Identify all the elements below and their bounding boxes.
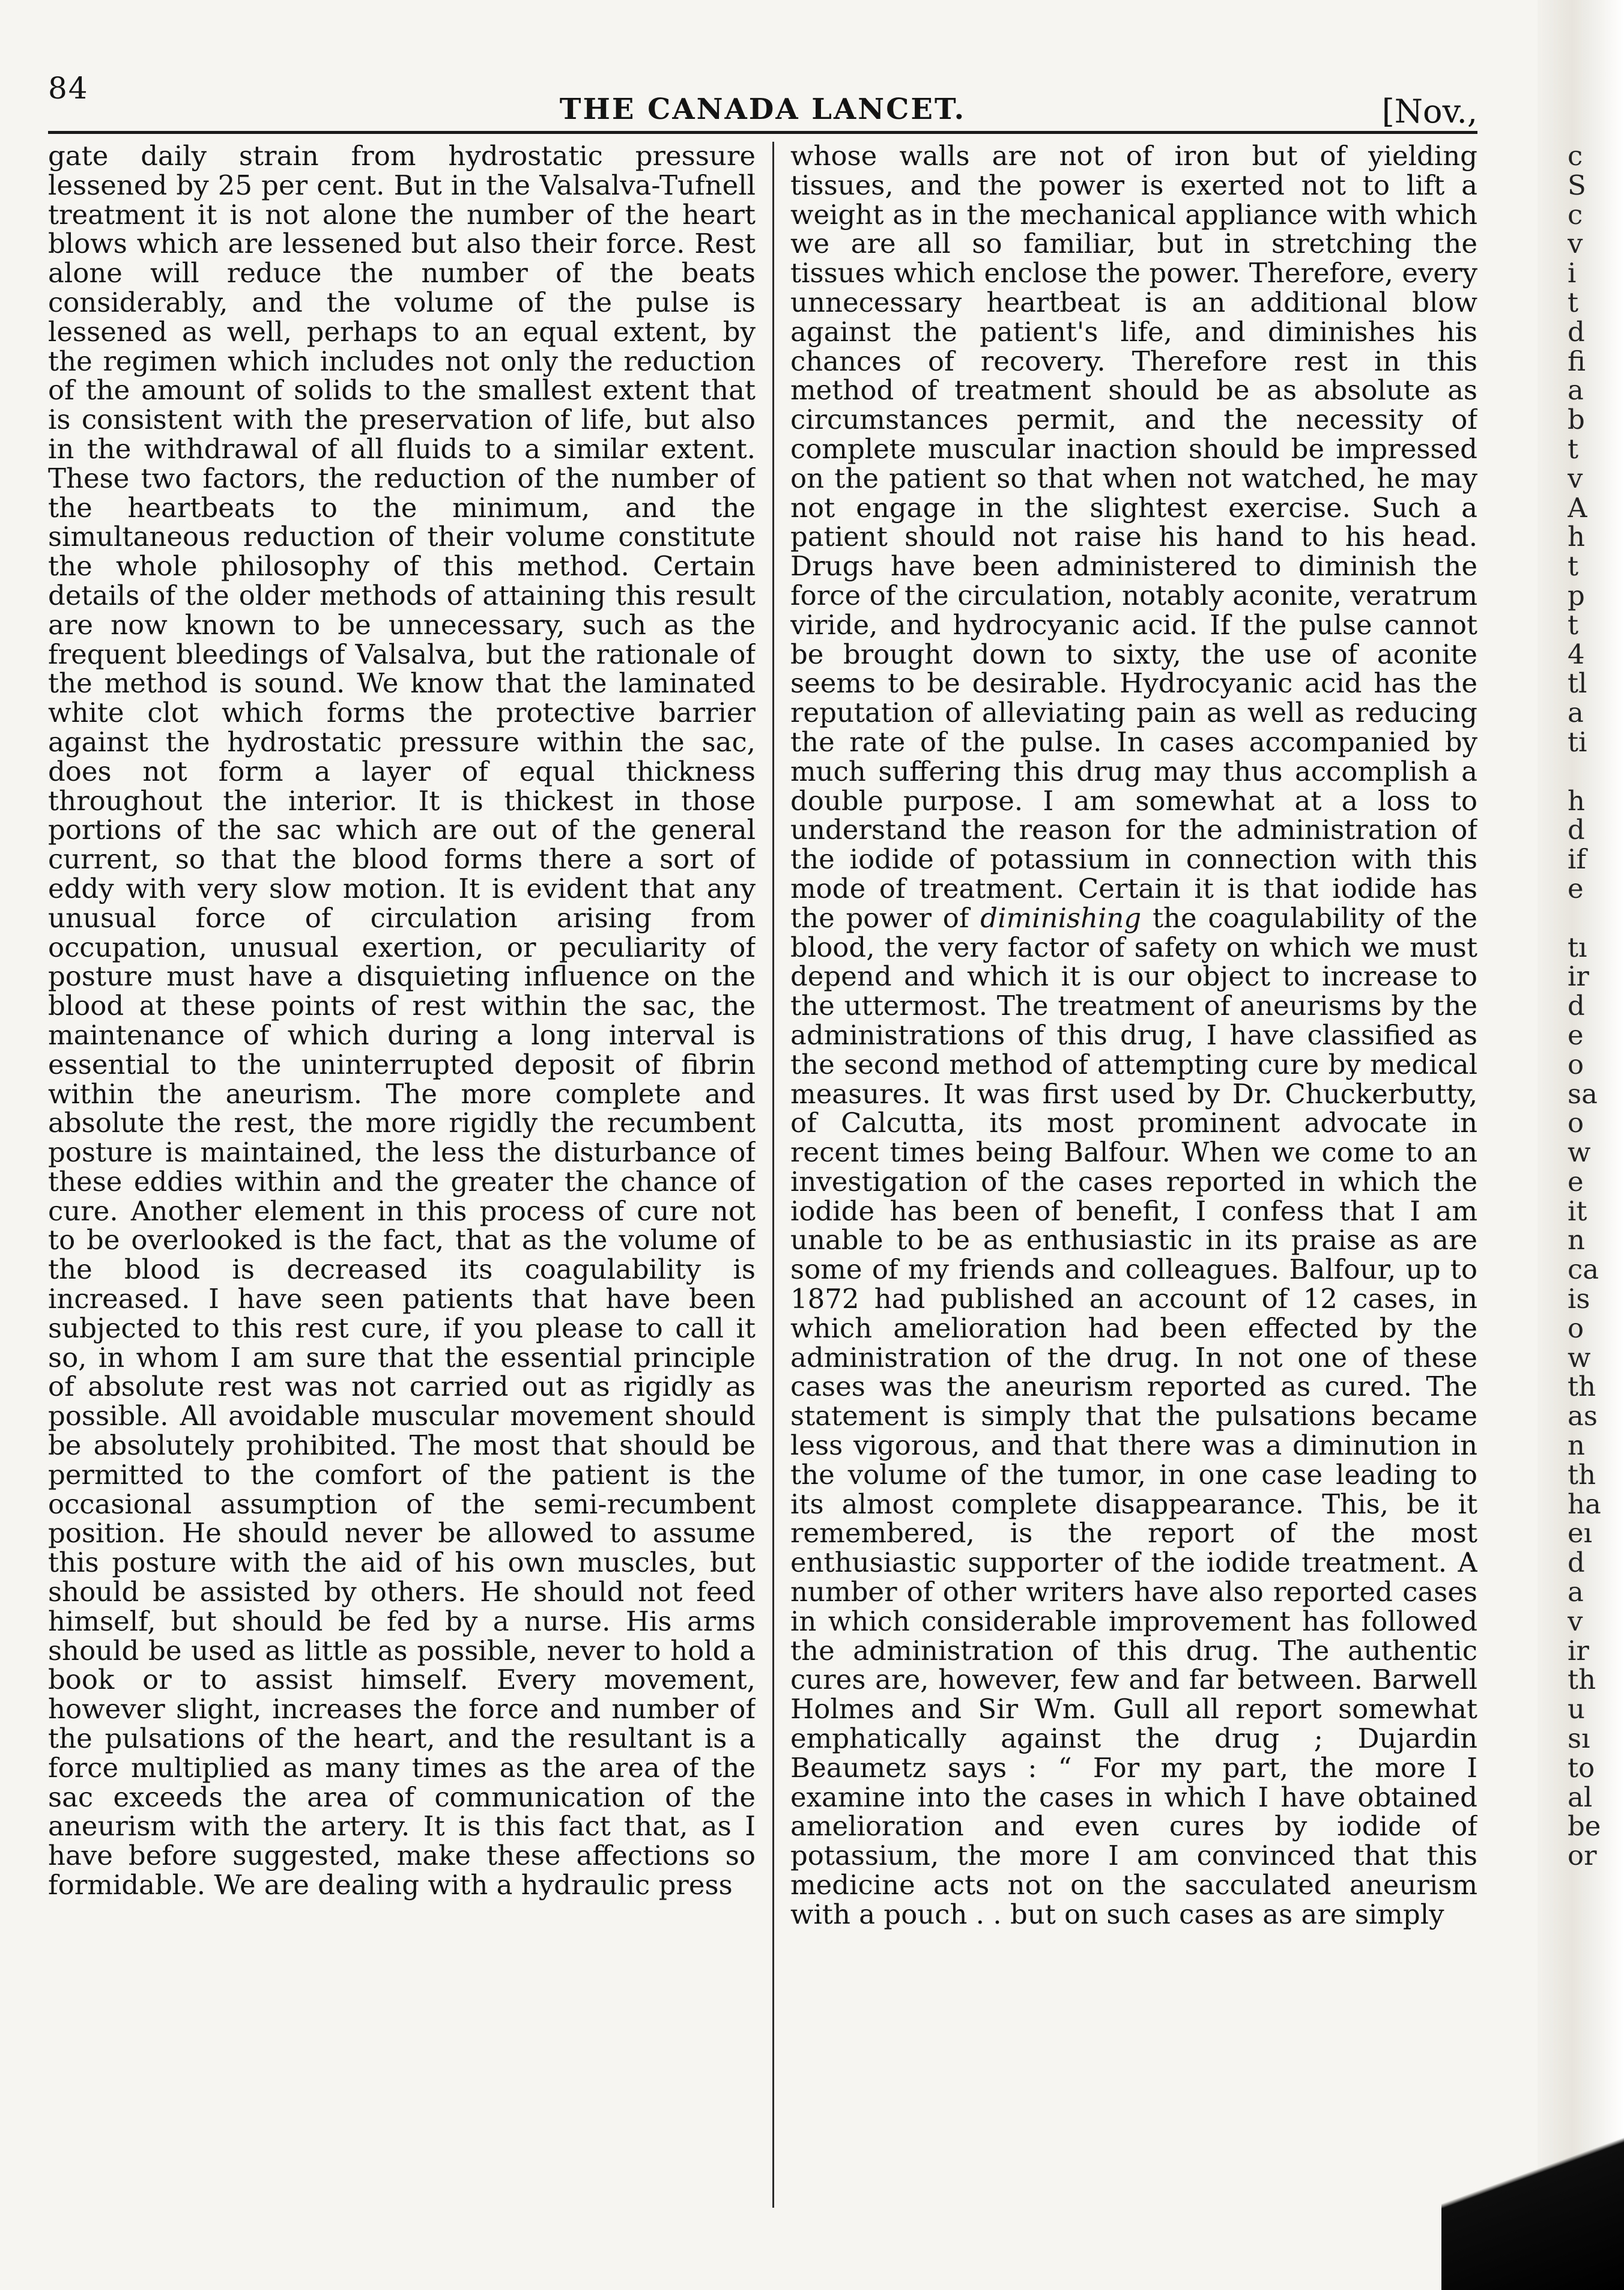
- facing-page-fragment: ir: [1568, 960, 1589, 993]
- facing-page-fragment: to: [1568, 1751, 1595, 1784]
- facing-page-fragment: p: [1568, 579, 1585, 611]
- facing-page-fragment: v: [1568, 462, 1583, 494]
- facing-page-fragment: e: [1568, 1019, 1584, 1051]
- facing-page-fragment: u: [1568, 1693, 1585, 1725]
- facing-page-fragment: or: [1568, 1840, 1597, 1872]
- facing-page-fragment: it: [1568, 1195, 1587, 1227]
- facing-page-fragment: a: [1568, 1576, 1584, 1608]
- facing-page-fragment: v: [1568, 1605, 1583, 1637]
- facing-page-fragment: [1568, 904, 1624, 933]
- facing-page-fragment: be: [1568, 1810, 1601, 1843]
- left-column: [48, 142, 756, 2232]
- facing-page-fragment: sa: [1568, 1077, 1598, 1110]
- right-text-part-2: the coagulability of the blood, the very factor of safety on which we must depend and which it is our object to increase to the uttermost. The treatment of aneurisms by the administrations of this drug, I have classified as the second method of attempting cure by medical measures. It was first used by Dr. Chuckerbutty, of Calcutta, its most prominent advocate in recent times being Balfour. When we come to an investigation of the cases reported in which the iodide has been of benefit, I confess that I am unable to be as enthusiastic in its praise as are some of my friends and colleagues. Balfour, up to 1872 had published an account of 12 cases, in which amelioration had been effected by the administration of the drug. In not one of these cases was the aneurism reported as cured. The statement is simply that the pulsations became less vigorous, and that there was a diminution in the volume of the tumor, in one case leading to its almost complete disappearance. This, be it remembered, is the report of the most enthusiastic supporter of the iodide treatment. A number of other writers have also reported cases in which considerable improvement has followed the administration of this drug. The authentic cures are, however, few and far between. Barwell Holmes and Sir Wm. Gull all report somewhat emphatically against the drug ; Dujardin Beaumetz says : “ For my part, the more I examine into the cases in which I have obtained amelioration and even cures by iodide of potassium, the more I am convinced that this medicine acts not on the sacculated aneurism with a pouch . . but on such cases as are simply: [790, 901, 1477, 1930]
- facing-page-fragment: b: [1568, 404, 1585, 436]
- facing-page-fragment: as: [1568, 1400, 1598, 1432]
- facing-page-fragment: t: [1568, 286, 1579, 318]
- facing-page-fragment: o: [1568, 1107, 1584, 1139]
- facing-page-fragment: t: [1568, 608, 1579, 641]
- facing-page-fragment: i: [1568, 257, 1577, 289]
- facing-page-fragment: A: [1568, 491, 1587, 524]
- facing-page-fragment: th: [1568, 1664, 1596, 1696]
- facing-page-fragment: tl: [1568, 667, 1587, 700]
- facing-page-fragment: eı: [1568, 1517, 1593, 1549]
- facing-page-fragment: t: [1568, 432, 1579, 465]
- facing-page-fragment: n: [1568, 1429, 1585, 1462]
- facing-page-fragment: o: [1568, 1312, 1584, 1344]
- facing-page-fragment: if: [1568, 843, 1587, 876]
- facing-page-fragment: 4: [1568, 638, 1585, 670]
- facing-page-fragment: a: [1568, 374, 1584, 407]
- facing-page-fragment: fi: [1568, 345, 1586, 377]
- facing-page-fragment: d: [1568, 315, 1585, 348]
- page-corner-shadow: [1441, 2102, 1624, 2290]
- facing-page-fragment: is: [1568, 1283, 1590, 1315]
- facing-page-fragment: o: [1568, 1048, 1584, 1080]
- facing-page-fragment: th: [1568, 1371, 1596, 1403]
- facing-page-fragment: v: [1568, 228, 1583, 260]
- issue-month: [Nov.,: [1381, 92, 1477, 130]
- column-divider: [772, 142, 774, 2208]
- running-header: [48, 71, 1477, 130]
- header-rule: [48, 131, 1477, 134]
- right-text-part-1: whose walls are not of iron but of yielding tissues, and the power is exerted not to lift a weight as in the mechanical appliance with which we are all so familiar, but in stretching the tissues which enclose the power. Therefore, every unnecessary heartbeat is an additional blow against the patient's life, and diminishes his chances of recovery. Therefore rest in this method of treatment should be as absolute as circumstances permit, and the necessity of complete muscular inaction should be impressed on the patient so that when not watched, he may not engage in the slightest exercise. Such a patient should not raise his hand to his head. Drugs have been administered to diminish the force of the circulation, notably aconite, veratrum viride, and hydrocyanic acid. If the pulse cannot be brought down to sixty, the use of aconite seems to be desirable. Hydrocyanic acid has the reputation of alleviating pain as well as reducing the rate of the pulse. In cases accompanied by much suffering this drug may thus accomplish a double purpose. I am somewhat at a loss to understand the reason for the administration of the iodide of potassium in connection with this mode of treatment. Certain it is that iodide has the power of: [790, 142, 1477, 934]
- facing-page-fragments: [1568, 142, 1624, 2124]
- facing-page-fragment: ti: [1568, 725, 1587, 758]
- page-number: 84: [48, 71, 89, 106]
- facing-page-fragment: al: [1568, 1781, 1593, 1813]
- facing-page-fragment: h: [1568, 784, 1585, 817]
- right-column: [790, 142, 1477, 2232]
- facing-page-fragment: sı: [1568, 1722, 1590, 1755]
- facing-page-fragment: e: [1568, 872, 1584, 904]
- facing-page-fragment: w: [1568, 1341, 1591, 1374]
- left-column-text: gate daily strain from hydrostatic pressure lessened by 25 per cent. But in the Valsalva-Tufnell treatment it is not alone the number of the heart blows which are lessened but also their force. Rest alone will reduce the number of the beats considerably, and the volume of the pulse is lessened as well, perhaps to an equal extent, by the regimen which includes not only the reduction of the amount of solids to the smallest extent that is consistent with the preservation of life, but also in the withdrawal of all fluids to a similar extent. These two factors, the reduction of the number of the heartbeats to the minimum, and the simultaneous reduction of their volume constitute the whole philosophy of this method. Certain details of the older methods of attaining this result are now known to be unnecessary, such as the frequent bleedings of Valsalva, but the rationale of the method is sound. We know that the laminated white clot which forms the protective barrier against the hydrostatic pressure within the sac, does not form a layer of equal thickness throughout the interior. It is thickest in those portions of the sac which are out of the general current, so that the blood forms there a sort of eddy with very slow motion. It is evident that any unusual force of circulation arising from occupation, unusual exertion, or peculiarity of posture must have a disquieting influence on the blood at these points of rest within the sac, the maintenance of which during a long interval is essential to the uninterrupted deposit of fibrin within the aneurism. The more complete and absolute the rest, the more rigidly the recumbent posture is maintained, the less the disturbance of these eddies within and the greater the chance of cure. Another element in this process of cure not to be overlooked is the fact, that as the volume of the blood is decreased its coagulability is increased. I have seen patients that have been subjected to this rest cure, if you please to call it so, in whom I am sure that the essential principle of absolute rest was not carried out as rigidly as possible. All avoidable muscular movement should be absolutely prohibited. The most that should be permitted to the comfort of the patient is the occasional assumption of the semi-recumbent position. He should never be allowed to assume this posture with the aid of his own muscles, but should be assisted by others. He should not feed himself, but should be fed by a nurse. His arms should be used as little as possible, never to hold a book or to assist himself. Every movement, however slight, increases the force and number of the pulsations of the heart, and the resultant is a force multiplied as many times as the area of the sac exceeds the area of communication of the aneurism with the artery. It is this fact that, as I have before suggested, make these affections so formidable. We are dealing with a hydraulic press: [48, 142, 756, 1901]
- facing-page-fragment: h: [1568, 521, 1585, 553]
- running-title: THE CANADA LANCET.: [559, 92, 966, 126]
- facing-page-fragment: d: [1568, 814, 1585, 846]
- italic-word: diminishing: [980, 901, 1142, 934]
- facing-page-fragment: S: [1568, 169, 1586, 201]
- facing-page-fragment: th: [1568, 1458, 1596, 1491]
- facing-page-fragment: ha: [1568, 1488, 1601, 1520]
- facing-page-fragment: tı: [1568, 931, 1587, 963]
- facing-page-fragment: c: [1568, 198, 1583, 231]
- facing-page-fragment: ir: [1568, 1634, 1589, 1667]
- facing-page-fragment: d: [1568, 1546, 1585, 1579]
- facing-page-fragment: n: [1568, 1224, 1585, 1256]
- facing-page-fragment: e: [1568, 1165, 1584, 1198]
- facing-page-fragment: c: [1568, 142, 1583, 172]
- right-column-text: [790, 142, 1477, 1930]
- facing-page-fragment: w: [1568, 1136, 1591, 1169]
- facing-page-fragment: d: [1568, 990, 1585, 1022]
- facing-page-fragment: t: [1568, 550, 1579, 583]
- facing-page-fragment: [1568, 757, 1624, 787]
- facing-page-fragment: ca: [1568, 1253, 1599, 1286]
- facing-page-fragment: a: [1568, 697, 1584, 729]
